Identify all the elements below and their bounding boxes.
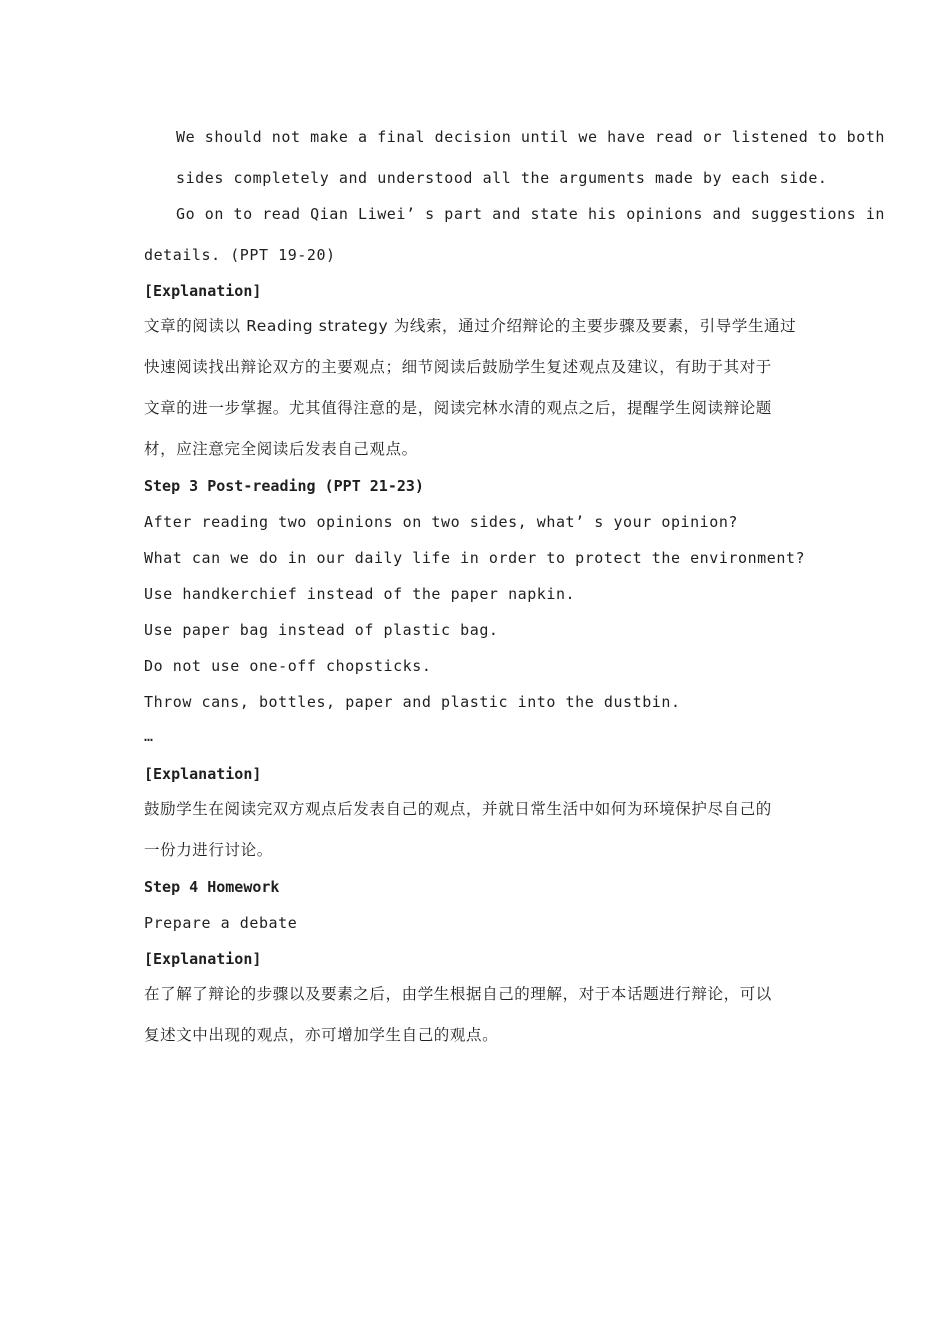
paragraph-line: sides completely and understood all the arguments made by each side. [176, 169, 828, 187]
step4-heading: Step 4 Homework [144, 878, 280, 896]
list-item: Use paper bag instead of plastic bag. [144, 621, 499, 639]
explanation-heading: [Explanation] [144, 282, 262, 300]
explanation-heading: [Explanation] [144, 950, 262, 968]
explanation-text-line: 材，应注意完全阅读后发表自己观点。 [144, 440, 418, 458]
explanation-text-line: 文章的进一步掌握。尤其值得注意的是，阅读完林水清的观点之后，提醒学生阅读辩论题 [144, 399, 772, 417]
list-item: … [144, 727, 154, 745]
explanation-text-line: 鼓励学生在阅读完双方观点后发表自己的观点，并就日常生活中如何为环境保护尽自己的 [144, 800, 772, 818]
explanation-text-line: 文章的阅读以 Reading strategy 为线索，通过介绍辩论的主要步骤及要素，引导学生通过 [144, 317, 797, 335]
list-item: Throw cans, bottles, paper and plastic into the dustbin. [144, 693, 681, 711]
list-item: Use handkerchief instead of the paper napkin. [144, 585, 576, 603]
homework-task: Prepare a debate [144, 914, 298, 932]
explanation-text-line: 一份力进行讨论。 [144, 841, 273, 859]
step3-heading: Step 3 Post-reading (PPT 21-23) [144, 477, 424, 495]
question-line: What can we do in our daily life in order to protect the environment? [144, 549, 806, 567]
explanation-text-line: 快速阅读找出辩论双方的主要观点；细节阅读后鼓励学生复述观点及建议，有助于其对于 [144, 358, 772, 376]
explanation-text-line: 在了解了辩论的步骤以及要素之后，由学生根据自己的理解，对于本话题进行辩论，可以 [144, 985, 772, 1003]
explanation-heading: [Explanation] [144, 765, 262, 783]
list-item: Do not use one-off chopsticks. [144, 657, 432, 675]
question-line: After reading two opinions on two sides, what’ s your opinion? [144, 513, 739, 531]
explanation-text-line: 复述文中出现的观点，亦可增加学生自己的观点。 [144, 1026, 499, 1044]
paragraph-line: details. (PPT 19-20) [144, 246, 336, 264]
paragraph-line: We should not make a final decision until we have read or listened to both [176, 128, 885, 146]
paragraph-line: Go on to read Qian Liwei’ s part and state his opinions and suggestions in [176, 205, 885, 223]
